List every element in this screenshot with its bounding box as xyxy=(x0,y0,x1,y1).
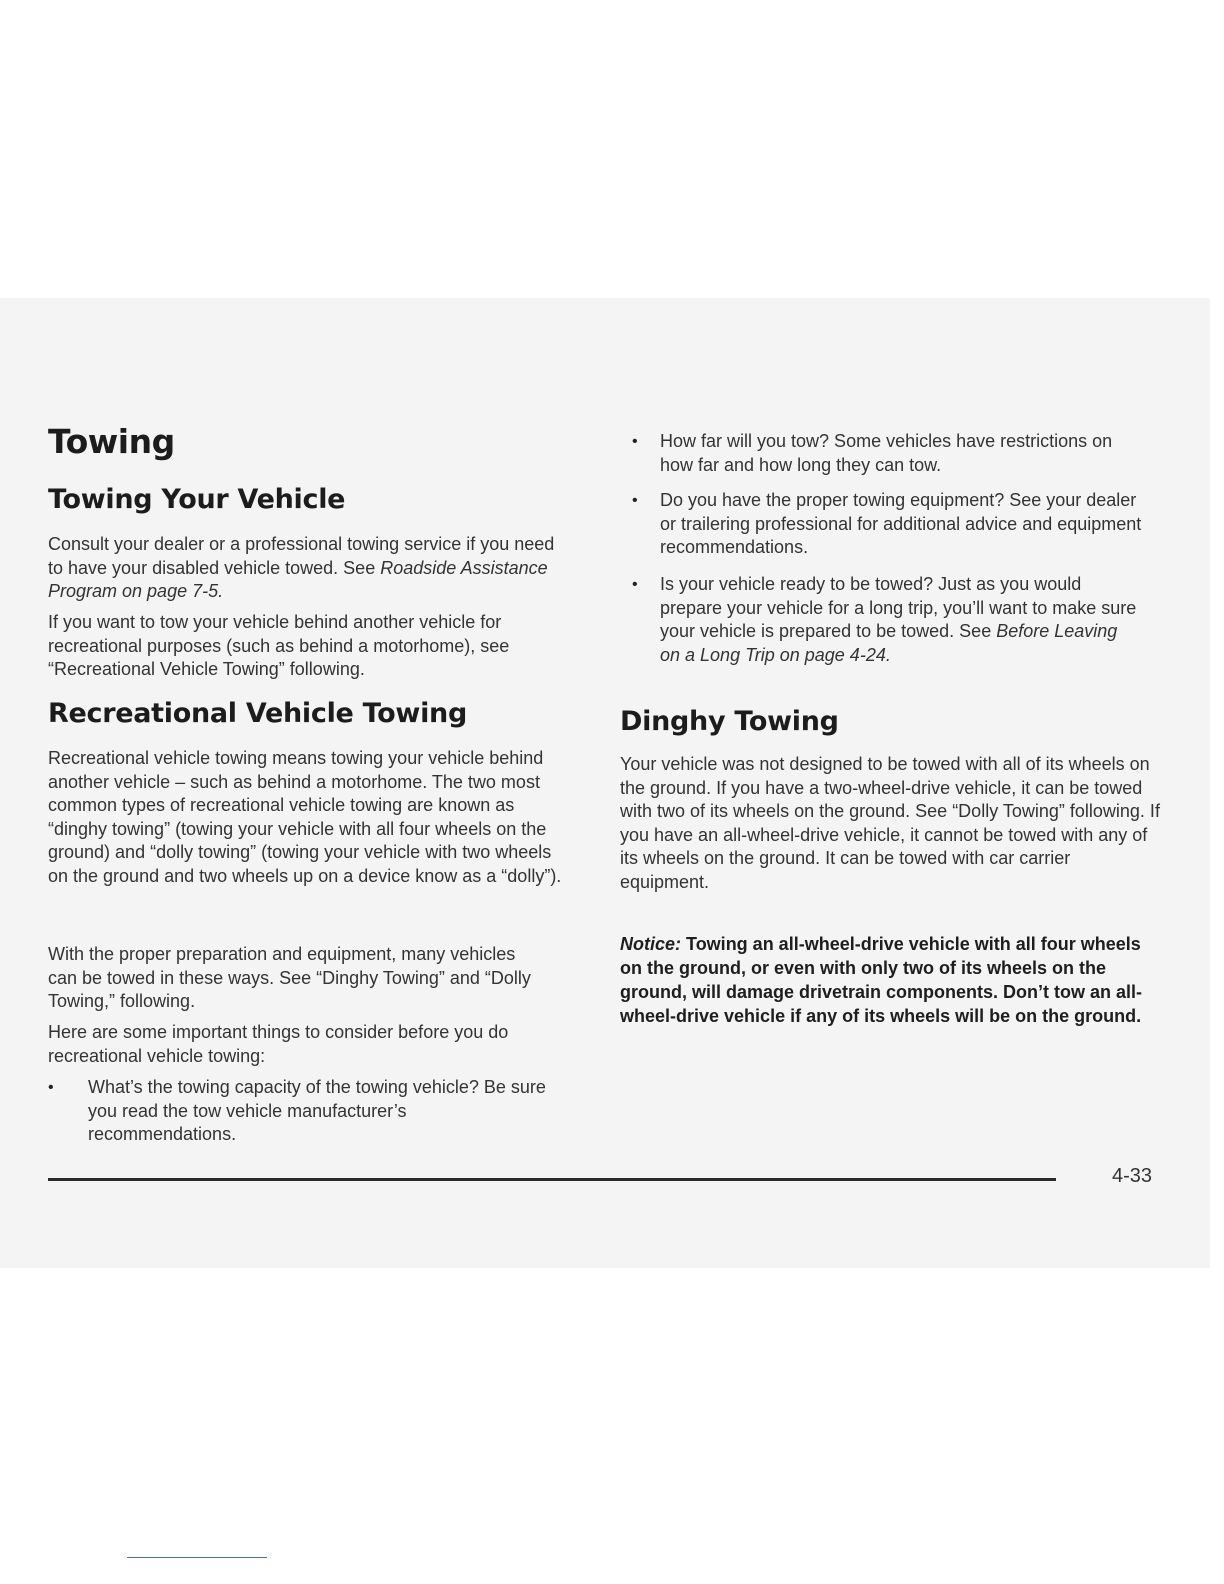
roadside-assistance-reference: Roadside Assistance Program on page 7-5. xyxy=(48,557,548,601)
notice-box xyxy=(620,932,1155,1028)
notice-label: Notice: xyxy=(620,934,682,954)
towing-your-vehicle-paragraph-1: Consult your dealer or a professional towing service if you need to have your disabled vehicle towed. See Roadside Assistance Program on page 7-5. xyxy=(48,534,555,601)
dinghy-paragraph: Your vehicle was not designed to be towed with all of its wheels on the ground. If you have a two-wheel-drive vehicle, it can be towed with two of its wheels on the ground. See “Dolly Towing” following. If you have an all-wheel-drive vehicle, it cannot be towed with any of its wheels on the ground. It can be towed with car carrier equipment. xyxy=(620,754,1160,892)
recreational-paragraph-2: With the proper preparation and equipment, many vehicles can be towed in these ways. See “Dinghy Towing” and “Dolly Towing,” following. xyxy=(48,944,531,1011)
recreational-paragraph-1: Recreational vehicle towing means towing your vehicle behind another vehicle – such as behind a motorhome. The two most common types of recreational vehicle towing are known as “dinghy towing” (towing your vehicle with all four wheels on the ground) and “dolly towing” (towing your vehicle with two wheels on the ground and two wheels up on a device know as a “dolly”). xyxy=(48,748,562,886)
page-number: 4-33 xyxy=(1112,1165,1153,1187)
list-item-towing-equipment: • Do you have the proper towing equipment? See your dealer or trailering professional for additional advice and equipment recommendations. xyxy=(632,490,1142,557)
list-item-how-far: • How far will you tow? Some vehicles have restrictions on how far and how long they can tow. xyxy=(632,431,1113,475)
page-divider xyxy=(48,1178,1056,1181)
recreational-towing-heading: Recreational Vehicle Towing xyxy=(48,698,467,729)
long-trip-reference: Before Leaving on a Long Trip on page 4-24. xyxy=(660,621,1118,665)
page-title: Towing xyxy=(48,422,175,461)
footer-line xyxy=(127,1557,267,1558)
manual-page xyxy=(0,298,1210,1268)
bullet-icon: • xyxy=(632,576,638,593)
recreational-paragraph-3: Here are some important things to consider before you do recreational vehicle towing: xyxy=(48,1022,509,1066)
list-item-towing-capacity: • What’s the towing capacity of the towing vehicle? Be sure you read the tow vehicle manufacturer’s recommendations. xyxy=(48,1077,546,1144)
towing-your-vehicle-heading: Towing Your Vehicle xyxy=(48,484,346,515)
dinghy-towing-heading: Dinghy Towing xyxy=(620,706,839,737)
bullet-icon: • xyxy=(48,1079,54,1096)
towing-your-vehicle-paragraph-2: If you want to tow your vehicle behind another vehicle for recreational purposes (such as behind a motorhome), see “Recreational Vehicle Towing” following. xyxy=(48,612,510,679)
notice-text: Towing an all-wheel-drive vehicle with all four wheels on the ground, or even with only two of its wheels on the ground, will damage drivetrain components. Don’t tow an all-wheel-drive vehicle if any of its wheels will be on the ground. xyxy=(620,934,1143,1026)
list-item-vehicle-ready: • Is your vehicle ready to be towed? Just as you would prepare your vehicle for a long trip, you’ll want to make sure your vehicle is prepared to be towed. See Before Leaving on a Long Trip on page 4-24. xyxy=(632,574,1137,665)
bullet-icon: • xyxy=(632,433,638,450)
bullet-icon: • xyxy=(632,492,638,509)
